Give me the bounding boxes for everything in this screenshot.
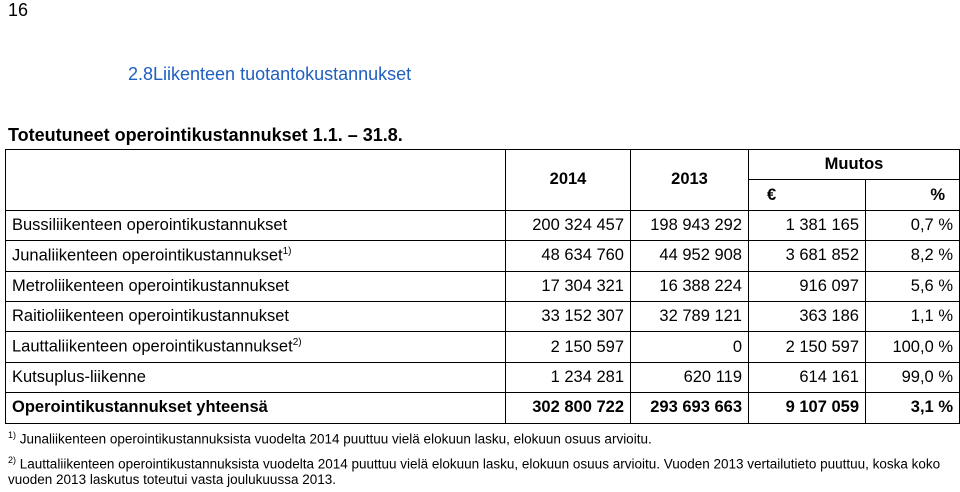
value-change-pct: 8,2 % (866, 241, 960, 271)
value-2014: 1 234 281 (506, 362, 631, 392)
value-change-eur: 1 381 165 (749, 210, 866, 240)
header-change: Muutos (749, 150, 960, 180)
value-change-eur: 2 150 597 (749, 332, 866, 362)
value-2013: 198 943 292 (631, 210, 749, 240)
row-label: Kutsuplus-liikenne (6, 362, 506, 392)
value-change-pct: 100,0 % (866, 332, 960, 362)
header-year-2014: 2014 (506, 150, 631, 211)
value-2013: 44 952 908 (631, 241, 749, 271)
page-number: 16 (8, 0, 29, 20)
section-number: 2.8 (127, 64, 153, 84)
row-label: Lauttaliikenteen operointikustannukset$^{2)}$ (6, 332, 506, 362)
table-row (6, 301, 960, 331)
header-year-2013: 2013 (631, 150, 749, 211)
row-label: Metroliikenteen operointikustannukset (6, 271, 506, 301)
footnote-ref: 2) (292, 337, 302, 349)
total-row (6, 393, 960, 423)
footnote-text: Junaliikenteen operointikustannuksista vuodelta 2014 puuttuu vielä elokuun lasku, elokuun osuus arvioitu. (19, 431, 652, 447)
header-row-years (6, 150, 960, 180)
operating-costs-table (5, 149, 960, 424)
total-2013: 293 693 663 (631, 393, 749, 423)
table-row (6, 362, 960, 392)
value-change-pct: 1,1 % (866, 301, 960, 331)
value-change-eur: 614 161 (749, 362, 866, 392)
value-2014: 17 304 321 (506, 271, 631, 301)
table-row (6, 271, 960, 301)
value-2013: 16 388 224 (631, 271, 749, 301)
value-change-pct: 99,0 % (866, 362, 960, 392)
table-row (6, 332, 960, 362)
value-change-pct: 5,6 % (866, 271, 960, 301)
value-2014: 48 634 760 (506, 241, 631, 271)
header-unit-percent: % (866, 180, 960, 210)
footnote-ref: 1) (282, 246, 292, 258)
footnote-1 (8, 427, 956, 448)
value-2013: 620 119 (631, 362, 749, 392)
total-change-pct: 3,1 % (866, 393, 960, 423)
value-2014: 33 152 307 (506, 301, 631, 331)
footnotes (8, 427, 956, 492)
value-2013: 0 (631, 332, 749, 362)
row-label: Junaliikenteen operointikustannukset$^{1)}$ (6, 241, 506, 271)
total-change-eur: 9 107 059 (749, 393, 866, 423)
section-heading (69, 64, 411, 85)
footnote-mark: 1) (8, 430, 17, 440)
header-label-cell (6, 150, 506, 211)
footnote-text: Lauttaliikenteen operointikustannuksista vuodelta 2014 puuttuu vielä elokuun lasku, elokuun osuus arvioitu. Vuoden 2013 vertailutieto puuttuu, koska koko vuoden 2013 laskutus toteutui vasta joulukuussa 2013. (8, 456, 941, 487)
total-label: Operointikustannukset yhteensä (6, 393, 506, 423)
table-title: Toteutuneet operointikustannukset 1.1. – 31.8. (8, 125, 403, 145)
value-2013: 32 789 121 (631, 301, 749, 331)
table-row (6, 210, 960, 240)
table-row (6, 241, 960, 271)
total-2014: 302 800 722 (506, 393, 631, 423)
row-label: Bussiliikenteen operointikustannukset (6, 210, 506, 240)
value-2014: 2 150 597 (506, 332, 631, 362)
row-label: Raitioliikenteen operointikustannukset (6, 301, 506, 331)
value-change-eur: 916 097 (749, 271, 866, 301)
value-change-eur: 3 681 852 (749, 241, 866, 271)
value-change-pct: 0,7 % (866, 210, 960, 240)
footnote-2 (8, 452, 956, 489)
value-2014: 200 324 457 (506, 210, 631, 240)
section-title: Liikenteen tuotantokustannukset (153, 64, 412, 84)
footnote-mark: 2) (8, 454, 17, 465)
header-unit-euro: € (749, 180, 866, 210)
value-change-eur: 363 186 (749, 301, 866, 331)
